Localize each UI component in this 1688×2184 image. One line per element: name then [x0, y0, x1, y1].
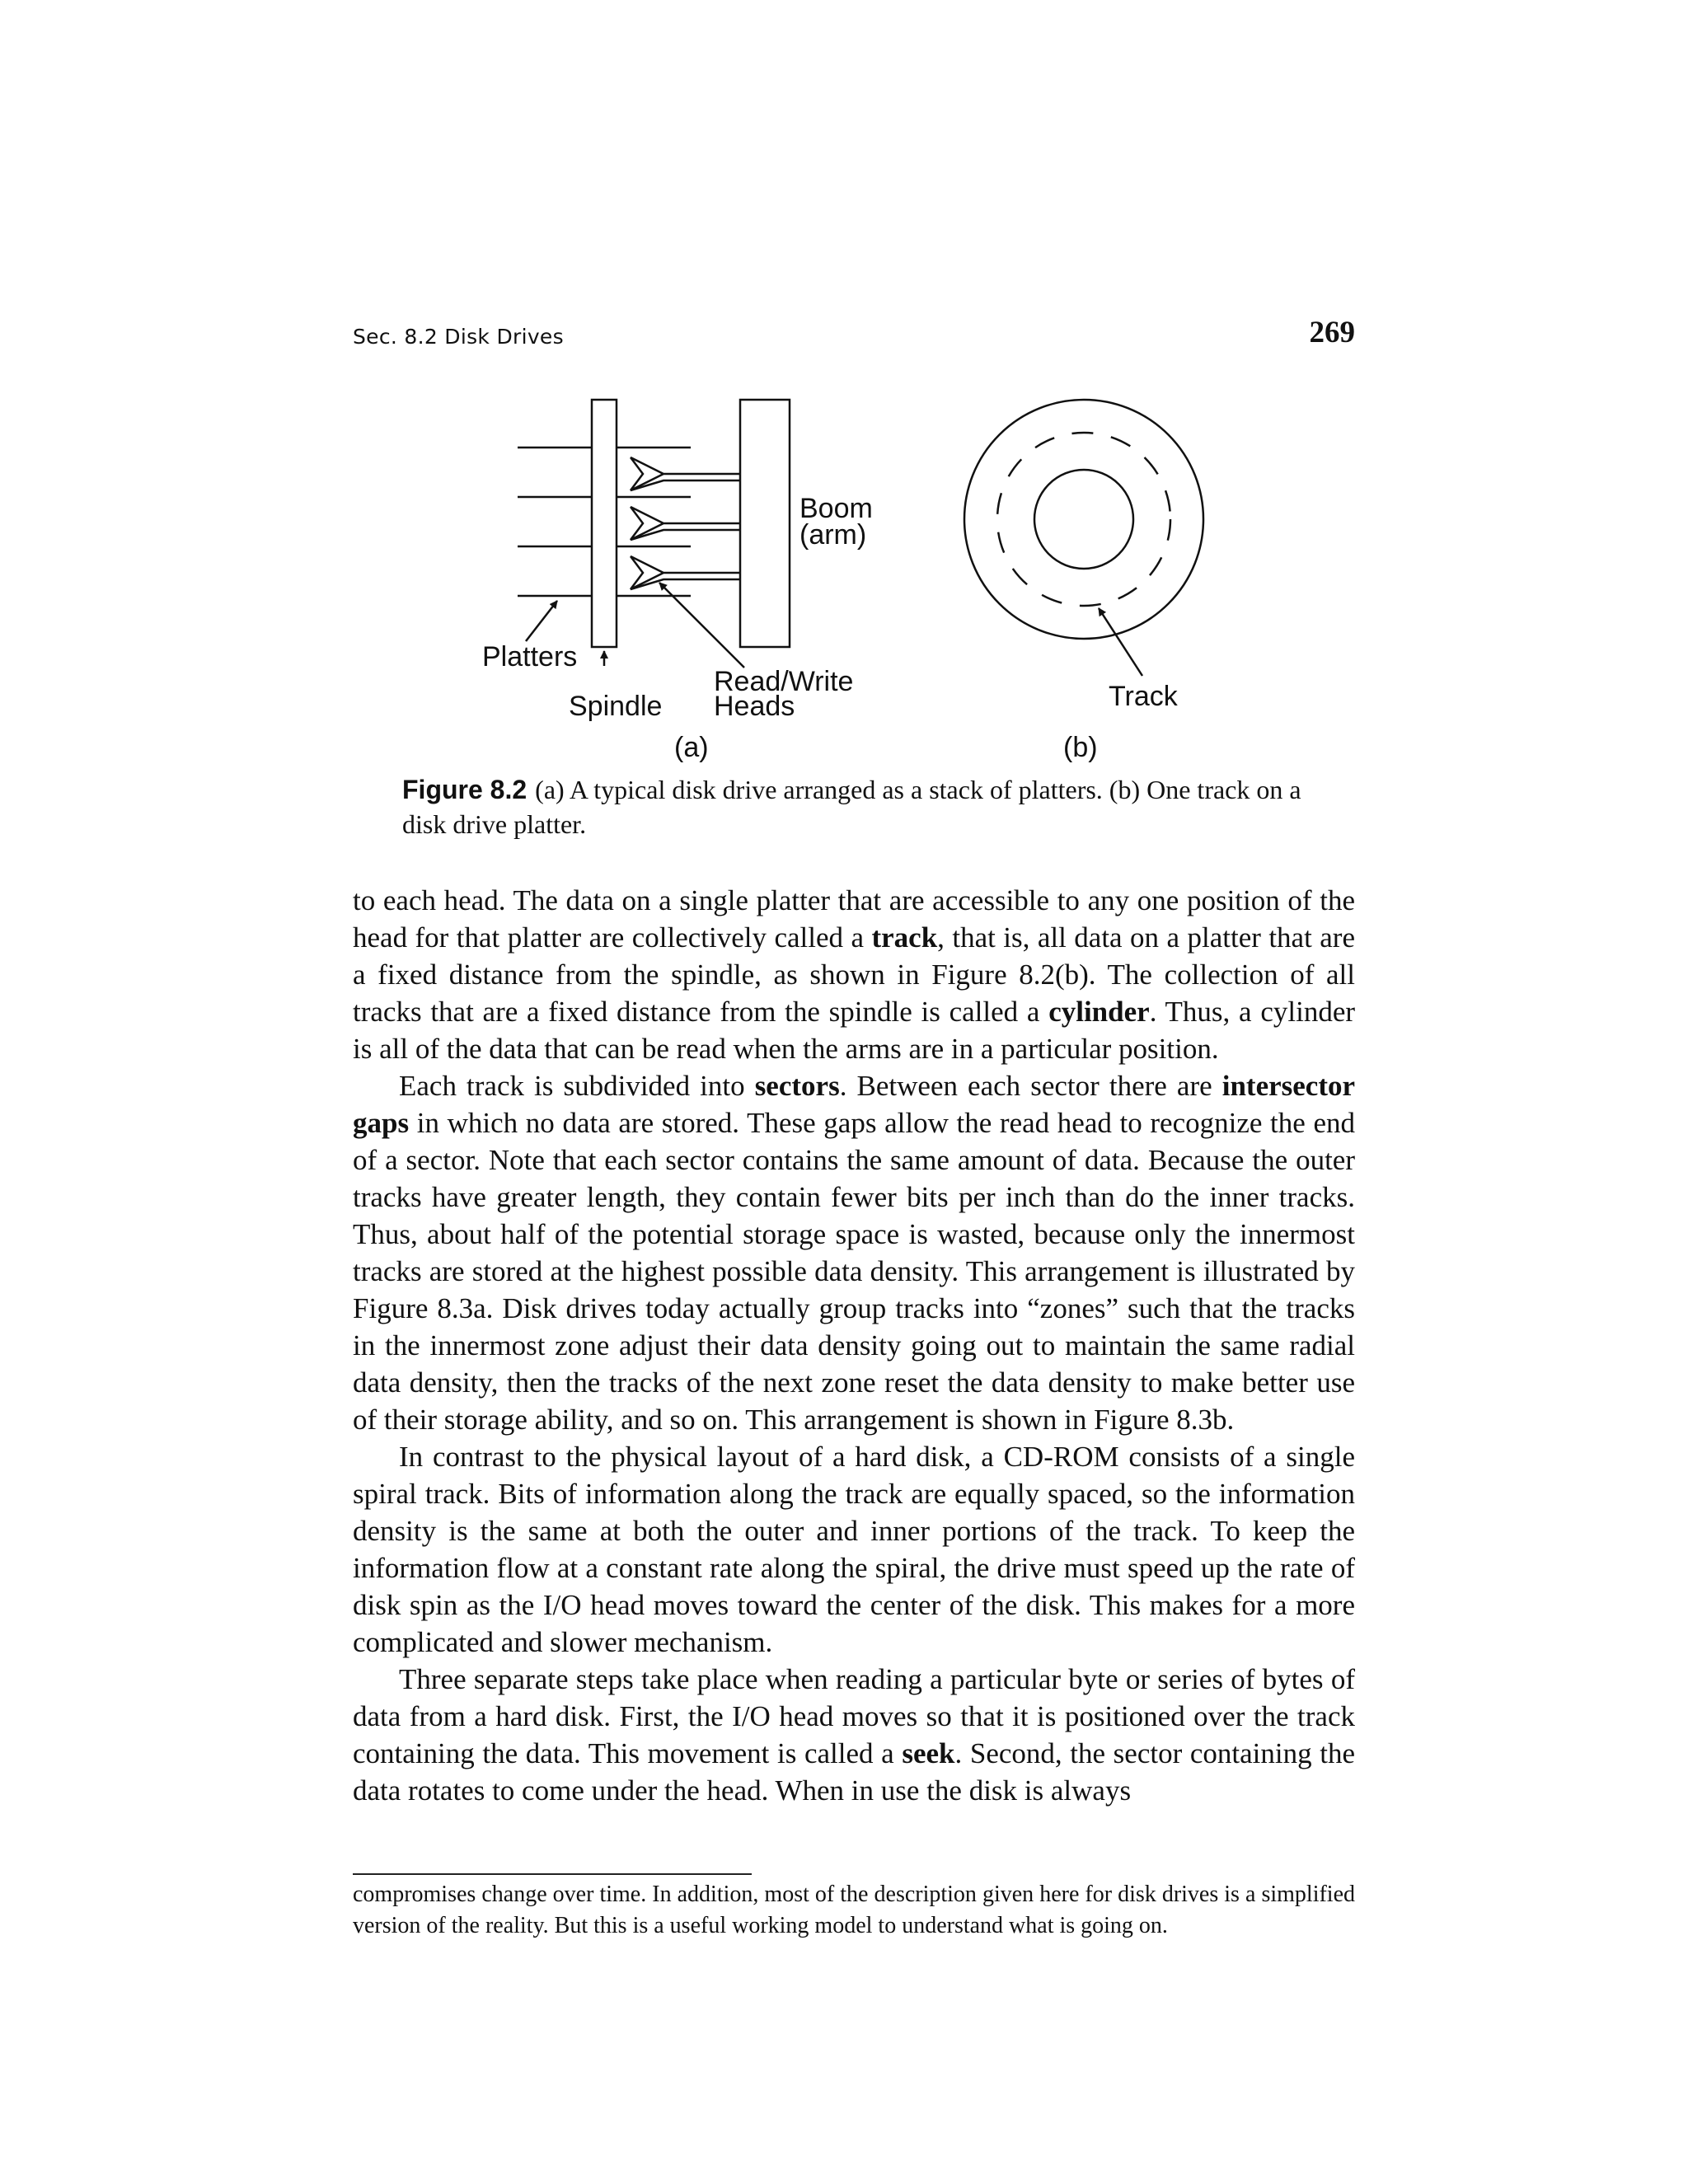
term-sectors: sectors: [754, 1070, 840, 1102]
text-run: . Between each sector there are: [839, 1070, 1222, 1102]
text-run: in which no data are stored. These gaps allow the read head to recognize the end of a sector. Note that each sector contains the same amount of data. Because the outer tracks have greater length, they contain fewer bits per inch than do the inner tracks. Thus, about half of the potential storage space is wasted, because only the innermost tracks are stored at the highest possible data density. This arrangement is illustrated by Figure 8.3a. Disk drives today actually group tracks into “zones” such that the tracks in the innermost zone adjust their data density going out to maintain the same radial data density, then the tracks of the next zone reset the data density to make better use of their storage ability, and so on. This arrangement is shown in Figure 8.3b.: [353, 1107, 1355, 1436]
footnote: compromises change over time. In addition, most of the description given here for disk drives is a simplified version of the reality. But this is a useful working model to understand what is going on.: [353, 1882, 1355, 1938]
text-run: . Thus, a cylinder is all of the data that can be read when the arms are in a particular position.: [353, 996, 1356, 1065]
platter-inner-circle: [1034, 470, 1133, 569]
page-number: 269: [1309, 316, 1355, 349]
paragraph: [353, 1661, 1355, 1809]
text-run: , that is, all data on a platter that are a fixed distance from the spindle, as shown in Figure 8.2(b). The collection of all tracks that are a fixed distance from the spindle is called a: [353, 921, 1355, 1028]
track-dashed-circle: [997, 433, 1170, 606]
term-track: track: [871, 921, 938, 954]
figure-diagram: [0, 0, 1688, 907]
read-write-head: [631, 457, 740, 490]
rw-label-line2: Heads: [714, 691, 795, 722]
footnote-rule: [353, 1873, 752, 1875]
caption-text: (a) A typical disk drive arranged as a stack of platters. (b) One track on a disk drive platter.: [402, 775, 1301, 839]
caption-label: Figure 8.2: [402, 775, 528, 804]
spindle-label: Spindle: [569, 691, 663, 722]
figure-8-2: [0, 0, 1688, 907]
body-text: [353, 882, 1355, 1809]
platter-outer-circle: [964, 400, 1203, 639]
rw-label-line1: Read/Write: [714, 666, 854, 697]
term-seek: seek: [902, 1737, 955, 1769]
read-write-head: [631, 556, 740, 589]
figure-caption: [402, 772, 1315, 841]
text-run: to each head. The data on a single platter that are accessible to any one position of the head for that platter are collectively called a: [353, 884, 1355, 954]
paragraph: [353, 882, 1355, 1067]
text-run: Each track is subdivided into: [399, 1070, 755, 1102]
boom-label-line1: Boom: [799, 493, 873, 524]
track-arrow: [1099, 608, 1142, 676]
subfigure-a-label: (a): [674, 732, 709, 763]
paragraph: [353, 1067, 1355, 1438]
subfigure-b-label: (b): [1063, 732, 1098, 763]
read-write-head: [631, 507, 740, 540]
platters-arrow: [526, 601, 557, 641]
term-intersector-gaps: intersector gaps: [353, 1070, 1356, 1139]
boom-shape: [740, 400, 790, 647]
text-run: Three separate steps take place when reading a particular byte or series of bytes of data from a hard disk. First, the I/O head moves so that it is positioned over the track containing the data. This movement is called a: [353, 1663, 1355, 1769]
boom-label-line2: (arm): [799, 519, 867, 551]
spindle-shape: [592, 400, 617, 647]
paragraph: In contrast to the physical layout of a hard disk, a CD-ROM consists of a single spiral track. Bits of information along the track are equally spaced, so the information density is the same at both the outer and inner portions of the track. To keep the information flow at a constant rate along the spiral, the drive must speed up the rate of disk spin as the I/O head moves toward the center of the disk. This makes for a more complicated and slower mechanism.: [353, 1441, 1355, 1658]
heads-arrow: [659, 583, 744, 668]
term-cylinder: cylinder: [1048, 996, 1150, 1028]
text-run: . Second, the sector containing the data rotates to come under the head. When in use the disk is always: [353, 1737, 1356, 1807]
running-head: Sec. 8.2 Disk Drives: [353, 325, 564, 349]
track-label: Track: [1109, 681, 1178, 712]
platters-label: Platters: [482, 641, 578, 673]
